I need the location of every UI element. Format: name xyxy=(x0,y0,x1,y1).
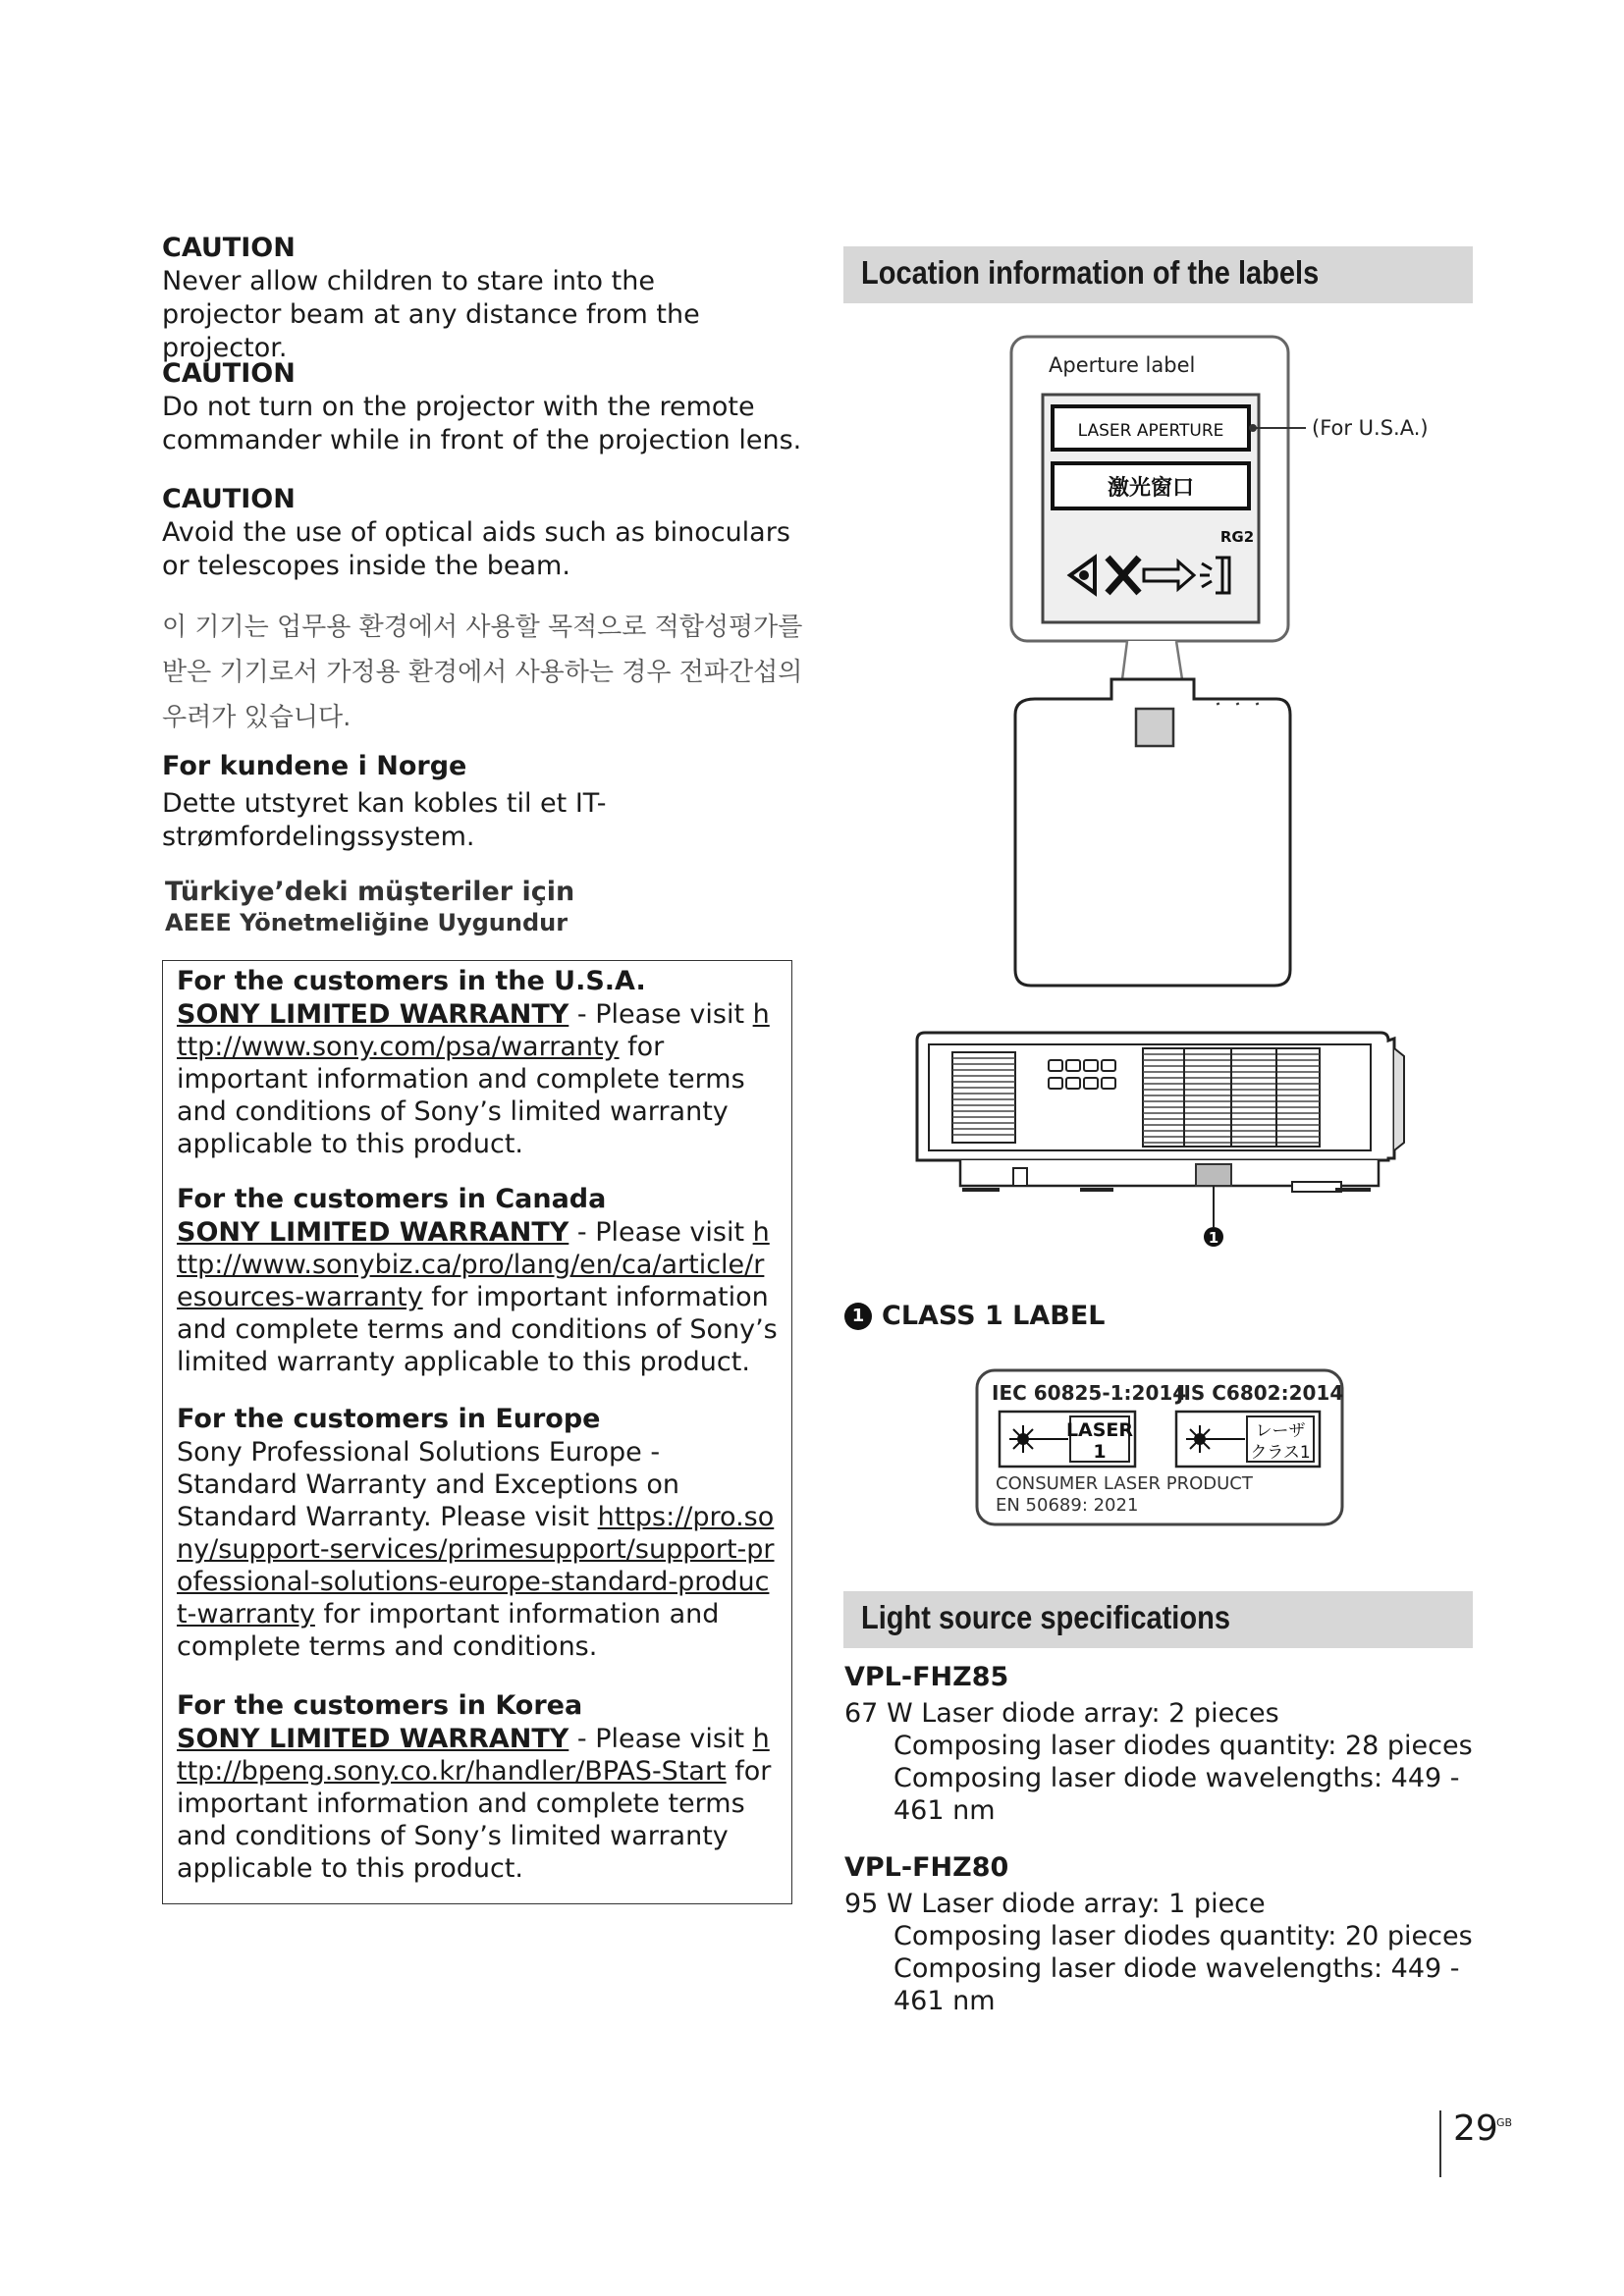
model-spec xyxy=(844,1661,1473,1827)
spec-line: 461 nm xyxy=(893,1795,996,1826)
projector-rear-view xyxy=(903,1021,1414,1256)
warranty-label: SONY LIMITED WARRANTY xyxy=(177,999,569,1030)
class1-label-location xyxy=(1196,1164,1231,1186)
for-usa-text: (For U.S.A.) xyxy=(1312,416,1429,440)
caution-block-1 xyxy=(162,232,810,365)
vent-right xyxy=(1143,1048,1320,1147)
laser-starburst-icon xyxy=(1186,1425,1214,1453)
jis-text: JIS C6802:2014 xyxy=(1176,1381,1344,1405)
laser-class-number: 1 xyxy=(1093,1441,1107,1463)
jp-laser-text: レーザ xyxy=(1255,1421,1306,1441)
warranty-link[interactable]: http://www.sonybiz.ca/pro/lang/en/ca/article/resources-warranty xyxy=(177,1217,770,1312)
rg2-text: RG2 xyxy=(1219,528,1255,546)
caution-title: CAUTION xyxy=(162,484,296,514)
spec-line: 67 W Laser diode array: 2 pieces xyxy=(844,1698,1279,1729)
spec-line: Composing laser diode wavelengths: 449 - xyxy=(893,1953,1460,1984)
model-name: VPL-FHZ85 xyxy=(844,1662,1009,1692)
warranty-title: For the customers in Korea xyxy=(177,1690,583,1721)
warranty-title: For the customers in Europe xyxy=(177,1404,601,1434)
model-spec xyxy=(844,1851,1473,2017)
class1-caption xyxy=(844,1301,1106,1331)
korean-notice xyxy=(162,605,830,740)
spec-line: Composing laser diodes quantity: 28 pieces xyxy=(893,1731,1473,1761)
norway-line: strømfordelingssystem. xyxy=(162,822,475,852)
warranty-europe xyxy=(177,1403,778,1663)
section-title: Location information of the labels xyxy=(861,254,1320,291)
warranty-body: SONY LIMITED WARRANTY - Please visit http://bpeng.sony.co.kr/handler/BPAS-Start for important information and complete terms and conditions of Sony’s limited warranty applicable to this product. xyxy=(177,1724,772,1884)
warranty-box xyxy=(162,960,792,1904)
turkey-line: AEEE Yönetmeliğine Uygundur xyxy=(165,909,568,936)
chinese-text: 激光窗口 xyxy=(1107,476,1195,501)
warranty-body: Sony Professional Solutions Europe - Standard Warranty and Exceptions on Standard Warranty. Please visit https://pro.sony/support-services/primesupport/support-professional-solutions-europe-standard-product-warranty for important information and complete terms and conditions. xyxy=(177,1437,775,1662)
callout-number-badge: 1 xyxy=(844,1303,872,1330)
aperture-label-location xyxy=(1136,709,1173,746)
class1-label xyxy=(974,1367,1347,1530)
warranty-link[interactable]: http://www.sony.com/psa/warranty xyxy=(177,999,770,1062)
warranty-label: SONY LIMITED WARRANTY xyxy=(177,1724,569,1754)
light-section-header xyxy=(843,1591,1473,1648)
laser-aperture-text: LASER APERTURE xyxy=(1077,421,1224,441)
warranty-body: SONY LIMITED WARRANTY - Please visit http://www.sonybiz.ca/pro/lang/en/ca/article/resources-warranty for important information and complete terms and conditions of Sony’s limited warranty applicable to this product. xyxy=(177,1217,778,1377)
caution-text: Never allow children to stare into the projector beam at any distance from the projector. xyxy=(162,266,700,363)
en-standard-text: EN 50689: 2021 xyxy=(996,1495,1139,1516)
laser-starburst-icon xyxy=(1009,1425,1037,1453)
language-code: GB xyxy=(1496,2116,1513,2129)
warranty-korea xyxy=(177,1689,778,1885)
turkey-notice xyxy=(165,876,813,937)
jp-class-text: クラス1 xyxy=(1250,1443,1311,1463)
spec-line: 95 W Laser diode array: 1 piece xyxy=(844,1889,1266,1919)
korean-line: 받은 기기로서 가정용 환경에서 사용하는 경우 전파간섭의 xyxy=(162,658,803,687)
section-title: Light source specifications xyxy=(861,1599,1230,1635)
iec-text: IEC 60825-1:2014 xyxy=(992,1381,1187,1405)
vent-left xyxy=(952,1052,1015,1143)
warranty-link[interactable]: http://bpeng.sony.co.kr/handler/BPAS-Start xyxy=(177,1724,770,1787)
warranty-title: For the customers in the U.S.A. xyxy=(177,966,646,996)
aperture-label-diagram xyxy=(1001,330,1453,997)
warranty-link[interactable]: https://pro.sony/support-services/primesupport/support-professional-solutions-europe-standard-product-warranty xyxy=(177,1502,775,1629)
spec-line: Composing laser diode wavelengths: 449 - xyxy=(893,1763,1460,1793)
korean-line: 우려가 있습니다. xyxy=(162,703,352,732)
warranty-label: SONY LIMITED WARRANTY xyxy=(177,1217,569,1248)
class1-caption-text: CLASS 1 LABEL xyxy=(882,1301,1106,1331)
page-number: 29 xyxy=(1453,2109,1498,2149)
caution-title: CAUTION xyxy=(162,233,296,263)
aperture-label-text: Aperture label xyxy=(1049,353,1196,377)
consumer-text: CONSUMER LASER PRODUCT xyxy=(996,1473,1253,1494)
caution-title: CAUTION xyxy=(162,358,296,389)
footer-divider xyxy=(1439,2110,1441,2177)
model-name: VPL-FHZ80 xyxy=(844,1852,1009,1883)
caution-text: Do not turn on the projector with the remote commander while in front of the projection lens. xyxy=(162,392,802,455)
labels-section-header xyxy=(843,246,1473,303)
laser-text: LASER xyxy=(1065,1419,1134,1441)
norway-title: For kundene i Norge xyxy=(162,751,467,781)
caution-block-2 xyxy=(162,357,810,457)
spec-line: Composing laser diodes quantity: 20 pieces xyxy=(893,1921,1473,1951)
warranty-title: For the customers in Canada xyxy=(177,1184,607,1214)
korean-line: 이 기기는 업무용 환경에서 사용할 목적으로 적합성평가를 xyxy=(162,613,803,642)
warranty-usa xyxy=(177,965,778,1160)
warranty-canada xyxy=(177,1183,778,1378)
callout-number: 1 xyxy=(1208,1229,1219,1247)
norway-line: Dette utstyret kan kobles til et IT- xyxy=(162,788,607,819)
turkey-line: Türkiye’deki müşteriler için xyxy=(165,877,575,907)
spec-line: 461 nm xyxy=(893,1986,996,2016)
warranty-body: SONY LIMITED WARRANTY - Please visit http://www.sony.com/psa/warranty for important information and complete terms and conditions of Sony’s limited warranty applicable to this product. xyxy=(177,999,770,1159)
caution-block-3 xyxy=(162,483,810,583)
norway-notice xyxy=(162,750,810,854)
caution-text: Avoid the use of optical aids such as binoculars or telescopes inside the beam. xyxy=(162,517,790,581)
